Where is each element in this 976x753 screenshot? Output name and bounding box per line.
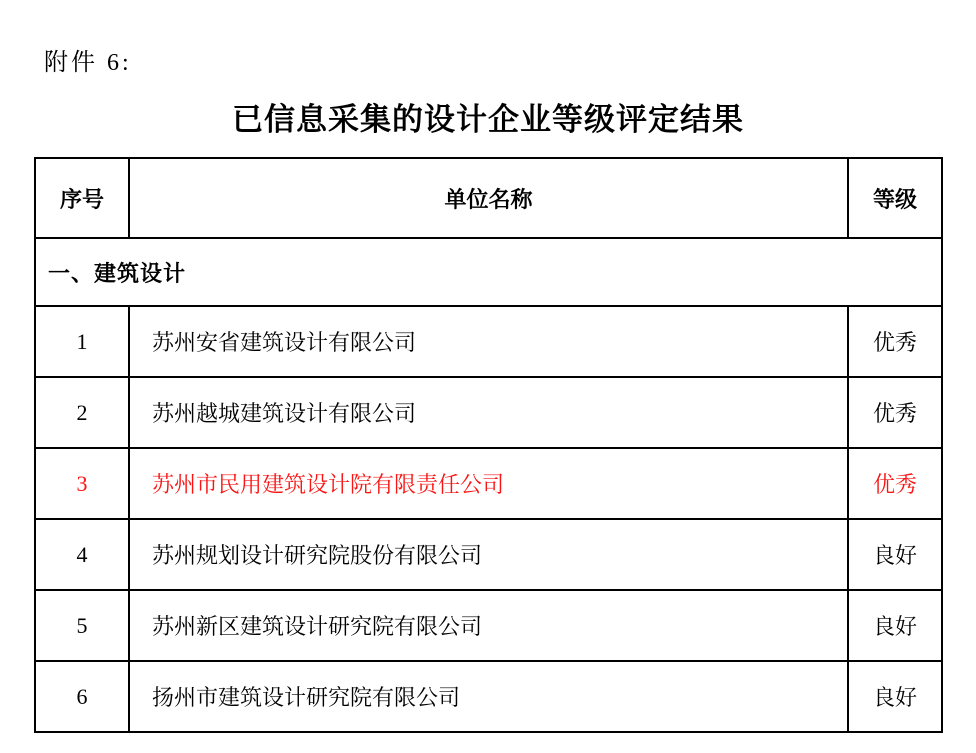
column-header-no: 序号: [35, 158, 129, 238]
attachment-label: 附件 6:: [44, 50, 132, 76]
section-header-row: [35, 238, 942, 306]
table-body: [35, 238, 942, 732]
table-row: [35, 306, 942, 377]
table-header: [35, 158, 942, 238]
company-name: 苏州越城建筑设计有限公司: [129, 377, 848, 448]
grade-value: 优秀: [848, 306, 942, 377]
table-row: [35, 519, 942, 590]
company-name: 扬州市建筑设计研究院有限公司: [129, 661, 848, 732]
grade-table: [34, 157, 943, 733]
column-header-name: 单位名称: [129, 158, 848, 238]
grade-value: 良好: [848, 661, 942, 732]
grade-value: 良好: [848, 519, 942, 590]
row-number: 5: [35, 590, 129, 661]
grade-value: 优秀: [848, 448, 942, 519]
header-row: [35, 158, 942, 238]
row-number: 2: [35, 377, 129, 448]
grade-value: 良好: [848, 590, 942, 661]
section-header-label: 一、建筑设计: [35, 238, 942, 306]
table-row: [35, 661, 942, 732]
company-name: 苏州安省建筑设计有限公司: [129, 306, 848, 377]
table-row: [35, 377, 942, 448]
company-name: 苏州市民用建筑设计院有限责任公司: [129, 448, 848, 519]
row-number: 6: [35, 661, 129, 732]
row-number: 3: [35, 448, 129, 519]
row-number: 1: [35, 306, 129, 377]
company-name: 苏州新区建筑设计研究院有限公司: [129, 590, 848, 661]
row-number: 4: [35, 519, 129, 590]
page-title: 已信息采集的设计企业等级评定结果: [232, 102, 744, 137]
table-row: [35, 590, 942, 661]
column-header-grade: 等级: [848, 158, 942, 238]
grade-value: 优秀: [848, 377, 942, 448]
table-row-highlighted: [35, 448, 942, 519]
company-name: 苏州规划设计研究院股份有限公司: [129, 519, 848, 590]
